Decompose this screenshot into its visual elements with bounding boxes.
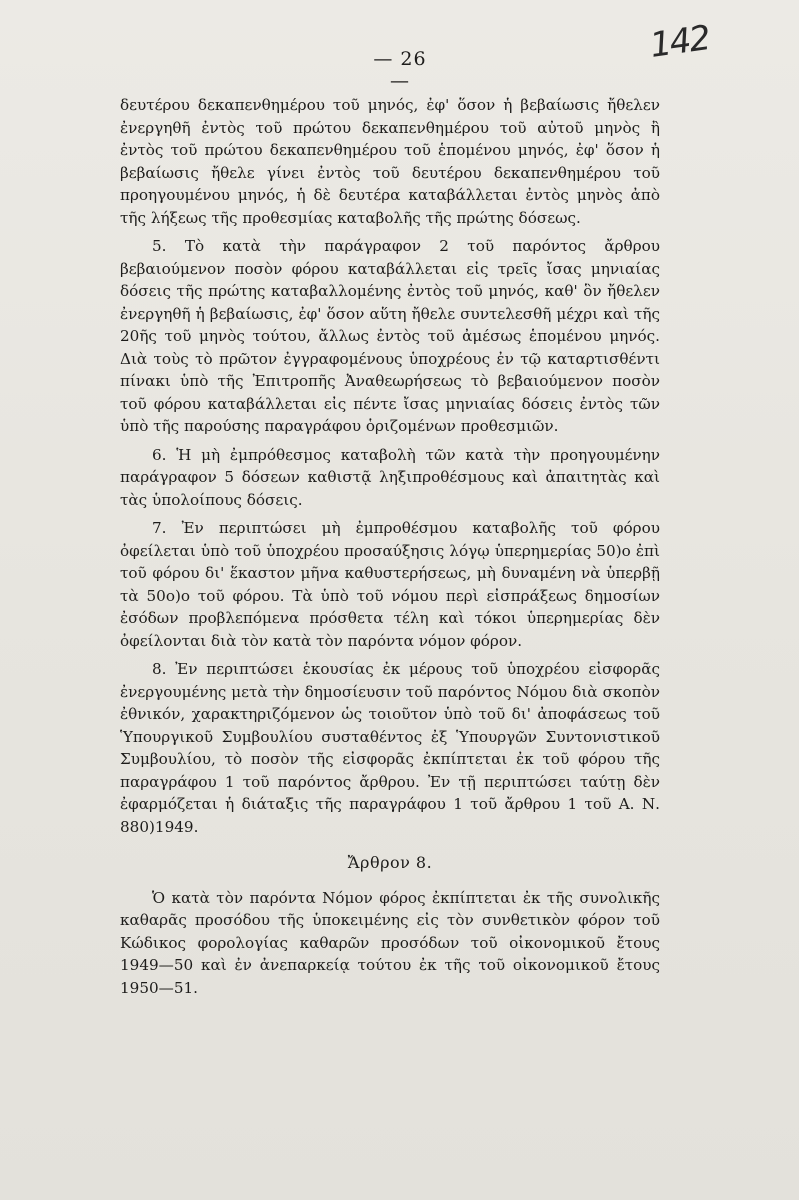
body-text	[120, 94, 660, 999]
handwritten-page-mark: 142	[647, 18, 712, 66]
paragraph-6: 6. Ἡ μὴ ἐμπρόθεσμος καταβολὴ τῶν κατὰ τὴν προηγουμένην παράγραφον 5 δόσεων καθιστᾷ ληξιπροθέσμους καὶ ἀπαιτητὰς καὶ τὰς ὑπολοίπους δόσεις.	[120, 445, 660, 509]
page-number: — 26 —	[373, 48, 427, 92]
article-heading: Ἄρθρον 8.	[347, 853, 433, 872]
paragraph-5: 5. Τὸ κατὰ τὴν παράγραφον 2 τοῦ παρόντος ἄρθρου βεβαιούμενον ποσὸν φόρου καταβάλλεται εἰς τρεῖς ἴσας μηνιαίας δόσεις τῆς πρώτης καταβαλλομένης ἐντὸς τοῦ μηνός, καθ' ὃν ἤθελεν ἐνεργηθῆ ἡ βεβαίωσις, ἐφ' ὅσον αὕτη ἤθελε συντελεσθῆ μέχρι καὶ τῆς 20ῆς τοῦ μηνὸς τούτου, ἄλλως ἐντὸς τοῦ ἀμέσως ἑπομένου μηνός. Διὰ τοὺς τὸ πρῶτον ἐγγραφομένους ὑποχρέους ἐν τῷ καταρτισθέντι πίνακι ὑπὸ τῆς Ἐπιτροπῆς Ἀναθεωρήσεως τὸ βεβαιούμενον ποσὸν τοῦ φόρου καταβάλλεται εἰς πέντε ἴσας μηνιαίας δόσεις ἐντὸς τῶν ὑπὸ τῆς παρούσης παραγράφου ὁριζομένων προθεσμιῶν.	[120, 237, 660, 435]
paragraph-7: 7. Ἐν περιπτώσει μὴ ἐμπροθέσμου καταβολῆς τοῦ φόρου ὀφείλεται ὑπὸ τοῦ ὑποχρέου προσαύξησις λόγῳ ὑπερημερίας 50)ο ἐπὶ τοῦ φόρου δι' ἕκαστον μῆνα καθυστερήσεως, μὴ δυναμένη νὰ ὑπερβῇ τὰ 50ο)ο τοῦ φόρου. Τὰ ὑπὸ τοῦ νόμου περὶ εἰσπράξεως δημοσίων ἐσόδων προβλεπόμενα πρόσθετα τέλη καὶ τόκοι ὑπερημερίας δὲν ὀφείλονται διὰ τὸν κατὰ τὸν παρόντα νόμον φόρον.	[120, 519, 660, 650]
article-8-text: Ὁ κατὰ τὸν παρόντα Νόμον φόρος ἐκπίπτεται ἐκ τῆς συνολικῆς καθαρᾶς προσόδου τῆς ὑποκειμένης εἰς τὸν συνθετικὸν φόρον τοῦ Κώδικος φορολογίας καθαρῶν προσόδων τοῦ οἰκονομικοῦ ἔτους 1949—50 καὶ ἐν ἀνεπαρκείᾳ τούτου ἐκ τῆς τοῦ οἰκονομικοῦ ἔτους 1950—51.	[120, 888, 660, 997]
paragraph-8: 8. Ἐν περιπτώσει ἑκουσίας ἐκ μέρους τοῦ ὑποχρέου εἰσφορᾶς ἐνεργουμένης μετὰ τὴν δημοσίευσιν τοῦ παρόντος Νόμου διὰ σκοπὸν ἐθνικόν, χαρακτηριζόμενον ὡς τοιοῦτον ὑπὸ τοῦ δι' ἀποφάσεως τοῦ Ὑπουργικοῦ Συμβουλίου συσταθέντος ἐξ Ὑπουργῶν Συντονιστικοῦ Συμβουλίου, τὸ ποσὸν τῆς εἰσφορᾶς ἐκπίπτεται ἐκ τοῦ φόρου τῆς παραγράφου 1 τοῦ παρόντος ἄρθρου. Ἐν τῇ περιπτώσει ταύτῃ δὲν ἐφαρμόζεται ἡ διάταξις τῆς παραγράφου 1 τοῦ ἄρθρου 1 τοῦ Α. Ν. 880)1949.	[120, 660, 660, 836]
paragraph-continuation: δευτέρου δεκαπενθημέρου τοῦ μηνός, ἐφ' ὅσον ἡ βεβαίωσις ἤθελεν ἐνεργηθῆ ἐντὸς τοῦ πρώτου δεκαπενθημέρου τοῦ αὐτοῦ μηνὸς ἢ ἐντὸς τοῦ πρώτου δεκαπενθημέρου τοῦ ἑπομένου μηνός, ἐφ' ὅσον ἡ βεβαίωσις ἤθελε γίνει ἐντὸς τοῦ δευτέρου δεκαπενθημέρου τοῦ προηγουμένου μηνός, ἡ δὲ δευτέρα καταβάλλεται ἐντὸς μηνὸς ἀπὸ τῆς λήξεως τῆς προθεσμίας καταβολῆς τῆς πρώτης δόσεως.	[120, 96, 660, 227]
